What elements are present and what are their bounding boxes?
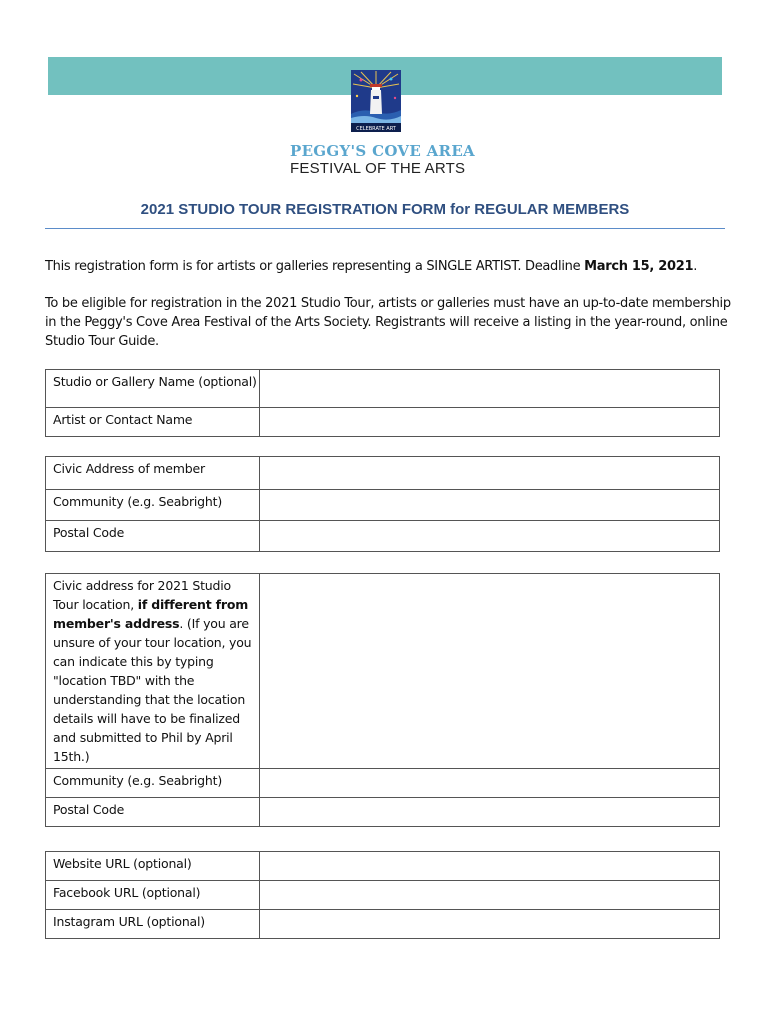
artist-name-label: Artist or Contact Name [46, 408, 260, 437]
logo-text: CELEBRATE ART [356, 126, 396, 132]
address-table [45, 456, 720, 552]
org-subtitle: FESTIVAL OF THE ARTS [290, 160, 466, 177]
postal-code-field[interactable] [260, 521, 720, 552]
org-name: PEGGY'S COVE AREA [290, 142, 475, 160]
form-title: 2021 STUDIO TOUR REGISTRATION FORM for REGULAR MEMBERS [140, 201, 630, 218]
instagram-url-field[interactable] [260, 910, 720, 939]
instagram-url-label: Instagram URL (optional) [46, 910, 260, 939]
civic-address-field[interactable] [260, 457, 720, 490]
studio-name-field[interactable] [260, 370, 720, 408]
tour-civic-label-bold: if different from member's address [53, 597, 249, 631]
facebook-url-field[interactable] [260, 881, 720, 910]
facebook-url-label: Facebook URL (optional) [46, 881, 260, 910]
intro-paragraph-2: To be eligible for registration in the 2021 Studio Tour, artists or galleries must have an up-to-date membership in the Peggy's Cove Area Festival of the Arts Society. Registrants will receive a listing in the year-round, online Studio Tour Guide. [45, 296, 731, 349]
online-table [45, 851, 720, 939]
intro-text: This registration form is for artists or galleries representing a SINGLE ARTIST. Deadline [45, 259, 585, 274]
studio-name-label: Studio or Gallery Name (optional) [46, 370, 260, 408]
tour-location-table [45, 573, 720, 827]
community-label: Community (e.g. Seabright) [46, 490, 260, 521]
intro-period: . [693, 259, 698, 274]
tour-civic-label-pre: Civic address for 2021 Studio Tour location, [53, 578, 231, 612]
title-underline [45, 228, 725, 229]
artist-name-field[interactable] [260, 408, 720, 437]
postal-code-label: Postal Code [46, 521, 260, 552]
tour-civic-address-label [46, 574, 260, 769]
deadline-date: March 15, 2021 [584, 259, 694, 274]
intro-paragraph-1 [45, 257, 735, 276]
community-field[interactable] [260, 490, 720, 521]
tour-postal-code-label: Postal Code [46, 798, 260, 827]
tour-community-field[interactable] [260, 769, 720, 798]
lighthouse-logo [351, 70, 401, 132]
website-url-field[interactable] [260, 852, 720, 881]
names-table [45, 369, 720, 437]
tour-community-label: Community (e.g. Seabright) [46, 769, 260, 798]
tour-civic-address-field[interactable] [260, 574, 720, 769]
tour-civic-label-post: . (If you are unsure of your tour location, you can indicate this by typing "location TBD" with the understanding that the location details will have to be finalized and submitted to Phil by April 15th.) [53, 616, 252, 764]
website-url-label: Website URL (optional) [46, 852, 260, 881]
civic-address-label: Civic Address of member [46, 457, 260, 490]
tour-postal-code-field[interactable] [260, 798, 720, 827]
